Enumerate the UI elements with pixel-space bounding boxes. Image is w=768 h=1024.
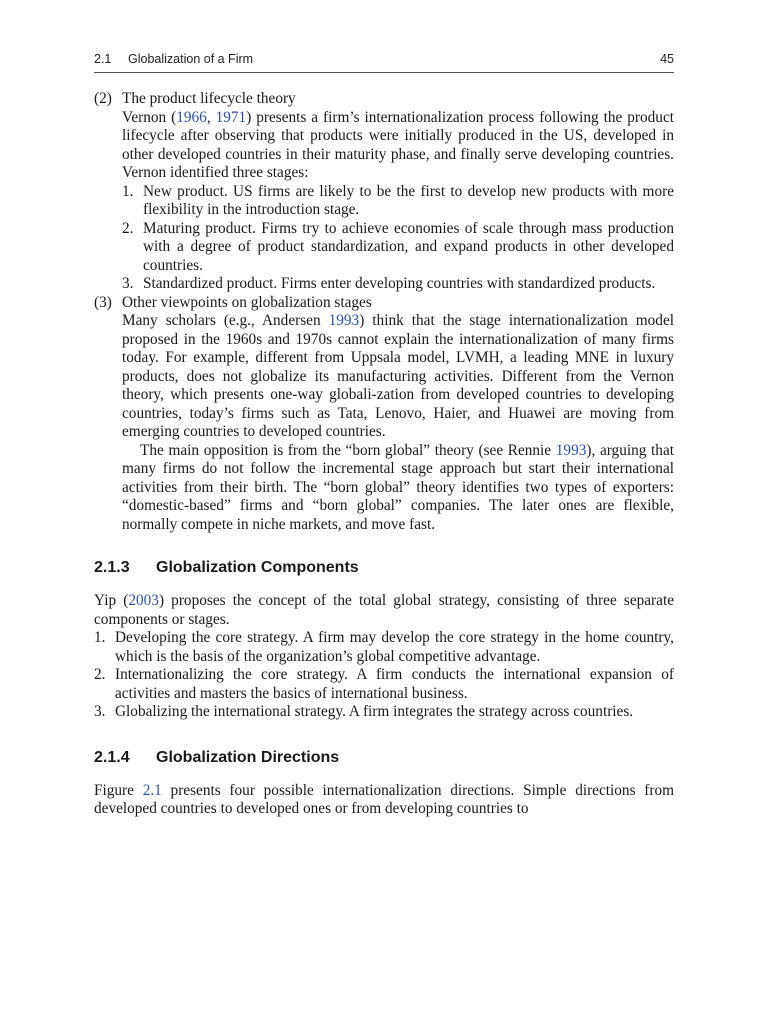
running-head bbox=[94, 52, 674, 72]
stage-text: Maturing product. Firms try to achieve economies of scale through mass production with a degree of product standardization, and expand products in other developed countries. bbox=[143, 219, 674, 274]
component-number: 2. bbox=[94, 666, 106, 683]
stage-number: 1. bbox=[122, 182, 134, 200]
section-2-1-3-intro bbox=[94, 592, 674, 629]
component-item-1 bbox=[94, 629, 674, 666]
text-run: The main opposition is from the “born global” theory (see Rennie bbox=[140, 441, 556, 459]
stage-item-3 bbox=[122, 275, 674, 294]
section-title: Globalization Directions bbox=[156, 748, 340, 766]
header-rule bbox=[94, 72, 674, 73]
stage-item-1 bbox=[122, 183, 674, 220]
running-head-section-number: 2.1 bbox=[94, 52, 112, 66]
page-number: 45 bbox=[660, 52, 674, 66]
stage-text: New product. US firms are likely to be the first to develop new products with more flexibility in the introduction stage. bbox=[143, 182, 674, 218]
body-text bbox=[94, 90, 674, 819]
component-item-3 bbox=[94, 703, 674, 722]
component-text: Developing the core strategy. A firm may develop the core strategy in the home country, which is the basis of the organization’s global competitive advantage. bbox=[115, 629, 674, 665]
section-heading-2-1-4 bbox=[94, 748, 674, 768]
section-number: 2.1.4 bbox=[94, 748, 130, 766]
stage-text: Standardized product. Firms enter developing countries with standardized products. bbox=[143, 275, 656, 292]
item-2 bbox=[94, 90, 674, 294]
item-2-paragraph bbox=[122, 109, 674, 183]
item-2-number: (2) bbox=[94, 90, 112, 107]
item-3-number: (3) bbox=[94, 293, 112, 311]
section-2-1-4-paragraph bbox=[94, 782, 674, 819]
text-run: presents four possible internationalization directions. Simple directions from developed countries to developed ones or from developing countries to bbox=[94, 781, 674, 817]
text-run: ) think that the stage internationalization model proposed in the 1960s and 1970s cannot explain the internationalization of many firms today. For example, different from Uppsala model, LVMH, a leading MNE in luxury products, does not globalize its manufacturing activities. Different from the Vernon theory, which presents one-way globali-zation from developed countries to developing countries, today’s firms such as Tata, Lenovo, Haier, and Huawei are moving from emerging countries to developed countries. bbox=[122, 312, 674, 440]
text-run: Vernon ( bbox=[122, 108, 177, 126]
text-run: Many scholars (e.g., Andersen bbox=[122, 312, 329, 329]
stage-item-2 bbox=[122, 220, 674, 276]
component-number: 3. bbox=[94, 703, 106, 720]
item-3 bbox=[94, 294, 674, 535]
citation-link-1966[interactable]: 1966 bbox=[176, 108, 207, 126]
stage-number: 3. bbox=[122, 275, 134, 292]
item-3-paragraph-1 bbox=[122, 312, 674, 442]
figure-link-2-1[interactable]: 2.1 bbox=[142, 781, 162, 799]
citation-link-yip-2003[interactable]: 2003 bbox=[128, 592, 159, 609]
text-run: Yip ( bbox=[94, 592, 129, 609]
text-run: Figure bbox=[94, 781, 143, 799]
citation-link-rennie-1993[interactable]: 1993 bbox=[555, 441, 587, 459]
component-number: 1. bbox=[94, 629, 106, 646]
stage-number: 2. bbox=[122, 219, 134, 237]
text-run: , bbox=[206, 108, 216, 126]
citation-link-andersen-1993[interactable]: 1993 bbox=[328, 312, 360, 329]
running-head-section-title: Globalization of a Firm bbox=[128, 52, 254, 66]
section-title: Globalization Components bbox=[156, 559, 359, 576]
text-run: ) presents a firm’s internationalization process following the product lifecycle after observing that products were initially produced in the US, developed in other developed countries in their maturity phase, and finally serve developing countries. Vernon identified three stages: bbox=[122, 108, 674, 181]
section-heading-2-1-3 bbox=[94, 558, 674, 578]
text-run: ), arguing that many firms do not follow the incremental stage approach but start their international activities from their birth. The “born global” theory identifies two types of exporters: “domestic-based” firms and “born global” companies. The later ones are flexible, normally compete in niche markets, and move fast. bbox=[122, 441, 674, 533]
component-text: Globalizing the international strategy. A firm integrates the strategy across countries. bbox=[115, 703, 634, 720]
section-number: 2.1.3 bbox=[94, 559, 130, 576]
component-text: Internationalizing the core strategy. A firm conducts the international expansion of activities and masters the basics of international business. bbox=[115, 666, 674, 702]
component-item-2 bbox=[94, 666, 674, 703]
citation-link-1971[interactable]: 1971 bbox=[215, 108, 247, 126]
item-3-title: Other viewpoints on globalization stages bbox=[122, 293, 372, 311]
item-3-paragraph-2 bbox=[122, 442, 674, 535]
text-run: ) proposes the concept of the total global strategy, consisting of three separate components or stages. bbox=[94, 592, 674, 628]
item-2-title: The product lifecycle theory bbox=[122, 90, 296, 107]
